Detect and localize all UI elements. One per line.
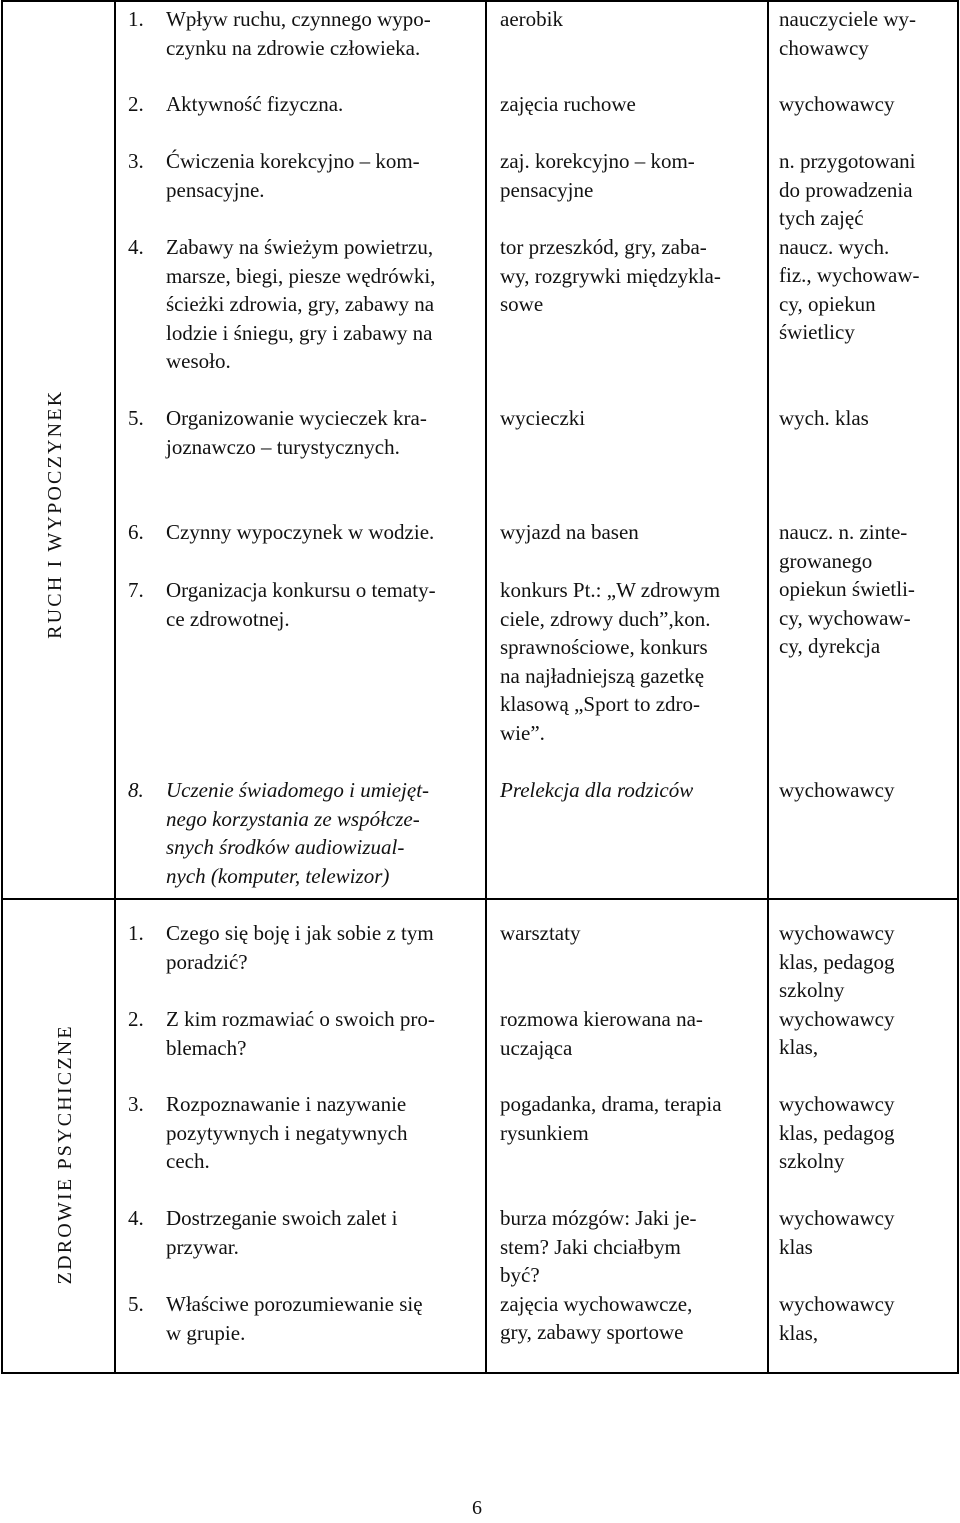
topic-number: 2. <box>128 92 144 116</box>
form-text: wy, rozgrywki międzykla- <box>500 263 721 288</box>
topic-text: marsze, biegi, piesze wędrówki, <box>166 263 436 288</box>
topic-number: 1. <box>128 7 144 31</box>
responsible-text: klas, pedagog <box>779 949 895 974</box>
responsible-text: cy, dyrekcja <box>779 634 881 658</box>
topic-text: Czynny wypoczynek w wodzie. <box>166 520 435 544</box>
topic-text: Rozpoznawanie i nazywanie <box>166 1092 407 1116</box>
responsible-text: growanego <box>779 548 873 573</box>
form-text: sowe <box>500 292 544 316</box>
form-text: burza mózgów: Jaki je- <box>500 1206 697 1230</box>
responsible-text: szkolny <box>779 978 845 1002</box>
topic-text: Uczenie świadomego i umiejęt- <box>166 778 430 802</box>
table-border-left <box>1 0 3 1374</box>
topic-text: Z kim rozmawiać o swoich pro- <box>166 1007 435 1031</box>
section-divider <box>1 898 959 900</box>
section-title-zdrowie: ZDROWIE PSYCHICZNE <box>53 1024 76 1285</box>
form-text: wie”. <box>500 720 545 745</box>
topic-text: Aktywność fizyczna. <box>166 92 344 116</box>
responsible-text: cy, opiekun <box>779 291 876 316</box>
topic-text: Dostrzeganie swoich zalet i <box>166 1206 398 1230</box>
topic-number: 8. <box>128 778 144 802</box>
column-divider-1 <box>114 0 116 1374</box>
topic-text: ścieżki zdrowia, gry, zabawy na <box>166 292 435 316</box>
responsible-text: wychowawcy <box>779 921 895 945</box>
responsible-text: wychowawcy <box>779 92 895 116</box>
form-text: konkurs Pt.: „W zdrowym <box>500 578 721 602</box>
responsible-text: naucz. n. zinte- <box>779 520 908 544</box>
topic-number: 4. <box>128 1206 144 1230</box>
form-text: ciele, zdrowy duch”,kon. <box>500 606 711 631</box>
topic-text: przywar. <box>166 1234 239 1259</box>
table-border-bottom <box>1 1372 959 1374</box>
responsible-text: nauczyciele wy- <box>779 7 917 31</box>
form-text: pensacyjne <box>500 177 594 202</box>
page-number: 6 <box>472 1497 482 1519</box>
topic-number: 1. <box>128 921 144 945</box>
topic-text: Organizacja konkursu o tematy- <box>166 578 436 602</box>
topic-text: nego korzystania ze współcze- <box>166 806 420 831</box>
topic-text: ce zdrowotnej. <box>166 606 290 631</box>
topic-text: blemach? <box>166 1035 247 1060</box>
responsible-text: wychowawcy <box>779 1206 895 1230</box>
responsible-text: n. przygotowani <box>779 149 916 173</box>
form-text: stem? Jaki chciałbym <box>500 1234 681 1259</box>
form-text: rozmowa kierowana na- <box>500 1007 703 1031</box>
topic-text: poradzić? <box>166 949 248 974</box>
section-title-ruch: RUCH I WYPOCZYNEK <box>43 389 66 639</box>
topic-text: Wpływ ruchu, czynnego wypo- <box>166 7 431 31</box>
responsible-text: cy, wychowaw- <box>779 605 911 630</box>
form-text: pogadanka, drama, terapia <box>500 1092 722 1116</box>
responsible-text: chowawcy <box>779 35 869 60</box>
topic-text: czynku na zdrowie człowieka. <box>166 35 421 60</box>
form-text: być? <box>500 1263 540 1287</box>
topic-text: Organizowanie wycieczek kra- <box>166 406 427 430</box>
responsible-text: wychowawcy <box>779 778 895 802</box>
form-text: na najładniejszą gazetkę <box>500 663 705 688</box>
topic-number: 5. <box>128 406 144 430</box>
form-text: zajęcia wychowawcze, <box>500 1291 693 1316</box>
column-divider-3 <box>767 0 769 1374</box>
topic-number: 5. <box>128 1292 144 1316</box>
responsible-text: wychowawcy <box>779 1092 895 1116</box>
topic-text: Ćwiczenia korekcyjno – kom- <box>166 149 420 173</box>
topic-text: nych (komputer, telewizor) <box>166 863 390 888</box>
responsible-text: wych. klas <box>779 406 869 430</box>
form-text: wycieczki <box>500 406 586 430</box>
form-text: klasową „Sport to zdro- <box>500 692 701 716</box>
column-divider-2 <box>485 0 487 1374</box>
responsible-text: klas, <box>779 1035 819 1059</box>
topic-text: wesoło. <box>166 349 231 373</box>
topic-number: 6. <box>128 520 144 544</box>
form-text: zajęcia ruchowe <box>500 92 636 116</box>
topic-text: Właściwe porozumiewanie się <box>166 1292 423 1316</box>
responsible-text: wychowawcy <box>779 1292 895 1316</box>
responsible-text: szkolny <box>779 1149 845 1173</box>
form-text: uczająca <box>500 1035 573 1060</box>
topic-number: 2. <box>128 1007 144 1031</box>
topic-number: 4. <box>128 235 144 259</box>
topic-text: w grupie. <box>166 1320 246 1345</box>
form-text: aerobik <box>500 7 563 31</box>
topic-number: 3. <box>128 1092 144 1116</box>
form-text: sprawnościowe, konkurs <box>500 635 708 659</box>
responsible-text: świetlicy <box>779 320 855 344</box>
topic-text: snych środków audiowizual- <box>166 835 405 859</box>
responsible-text: do prowadzenia <box>779 177 913 202</box>
form-text: tor przeszkód, gry, zaba- <box>500 235 707 259</box>
form-text: zaj. korekcyjno – kom- <box>500 149 695 173</box>
responsible-text: fiz., wychowaw- <box>779 263 920 287</box>
topic-number: 7. <box>128 578 144 602</box>
table-border-top <box>1 0 959 2</box>
responsible-text: naucz. wych. <box>779 234 890 259</box>
responsible-text: klas, <box>779 1320 819 1345</box>
topic-text: lodzie i śniegu, gry i zabawy na <box>166 320 433 345</box>
topic-text: cech. <box>166 1149 210 1173</box>
responsible-text: klas, pedagog <box>779 1120 895 1145</box>
responsible-text: opiekun świetli- <box>779 577 915 601</box>
responsible-text: wychowawcy <box>779 1006 895 1031</box>
topic-number: 3. <box>128 149 144 173</box>
form-text: gry, zabawy sportowe <box>500 1320 684 1344</box>
responsible-text: tych zajęć <box>779 206 864 230</box>
form-text: Prelekcja dla rodziców <box>500 778 694 802</box>
form-text: wyjazd na basen <box>500 520 639 544</box>
table-border-right <box>957 0 959 1374</box>
responsible-text: klas <box>779 1234 813 1259</box>
topic-text: Czego się boję i jak sobie z tym <box>166 921 434 945</box>
form-text: rysunkiem <box>500 1120 589 1145</box>
topic-text: joznawczo – turystycznych. <box>166 434 400 459</box>
topic-text: pozytywnych i negatywnych <box>166 1120 408 1145</box>
topic-text: pensacyjne. <box>166 177 265 202</box>
topic-text: Zabawy na świeżym powietrzu, <box>166 235 434 259</box>
form-text: warsztaty <box>500 921 581 945</box>
